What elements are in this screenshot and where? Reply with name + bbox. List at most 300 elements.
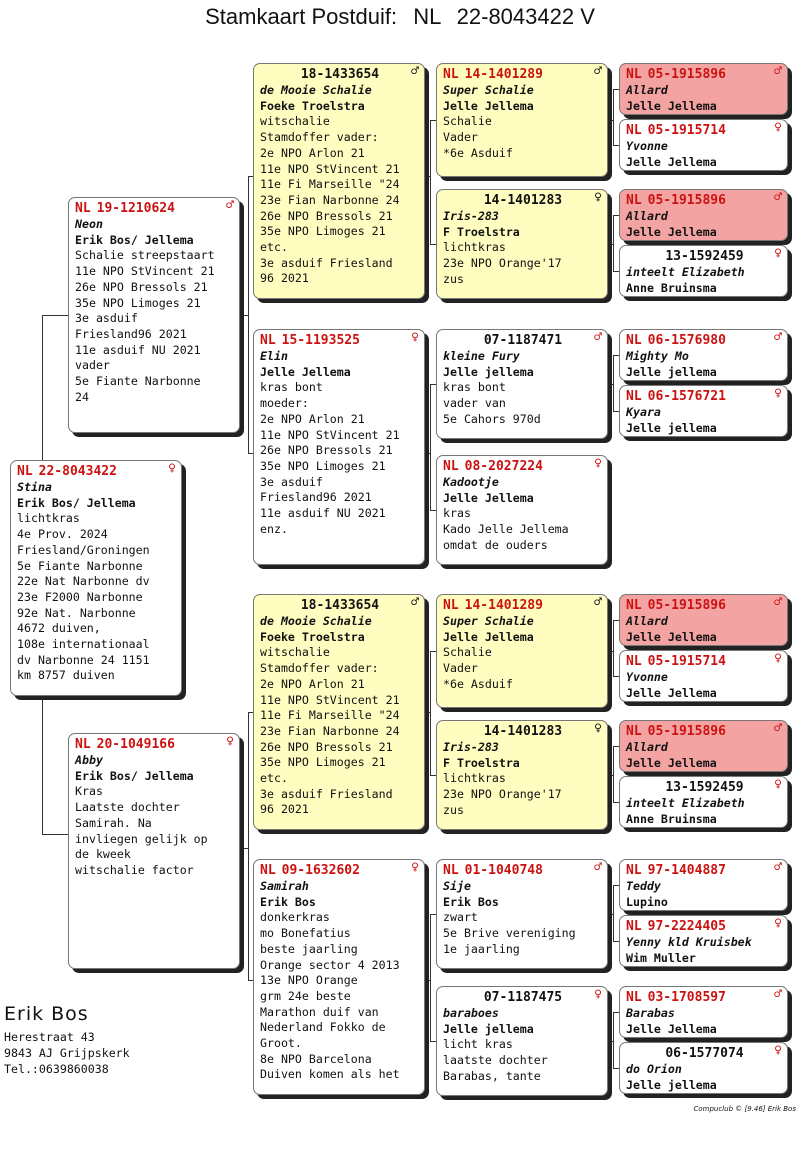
ring-header [626,246,783,265]
female-symbol-icon: ♀ [226,734,234,749]
pigeon-owner: Jelle Jellema [443,490,534,505]
female-symbol-icon: ♀ [411,860,419,875]
pigeon-note: 26e NPO Bressols 21 [260,208,393,223]
pigeon-note: 26e NPO Bressols 21 [260,739,393,754]
male-symbol-icon: ♂ [774,330,782,345]
pigeon-name: Barabas [626,1006,675,1020]
pigeon-name: Abby [75,753,103,767]
pigeon-card-father [68,197,240,433]
pigeon-name: Teddy [626,879,661,893]
pigeon-note: 35e NPO Limoges 21 [75,295,201,310]
ring-number: 97-2224405 [647,919,726,934]
pigeon-card-g4 [619,245,788,297]
pigeon-owner: Jelle Jellema [443,629,534,644]
ring-number: 06-1577074 [665,1046,744,1061]
pigeon-note: 108e internationaal [17,637,150,652]
pigeon-note: 23e F2000 Narbonne [17,589,143,604]
pigeon-note: 5e Fiante Narbonne [75,374,201,389]
country-code: NL [626,193,642,208]
pigeon-owner: Jelle jellema [443,1021,534,1036]
female-symbol-icon: ♀ [774,246,782,261]
female-symbol-icon: ♀ [411,330,419,345]
breeder-city: 9843 AJ Grijpskerk [4,1046,130,1060]
connector-line [613,215,614,271]
pigeon-note: 1e jaarling [443,941,520,956]
ring-header [443,595,603,614]
ring-number: 03-1708597 [647,990,726,1005]
ring-header [443,64,603,83]
pigeon-note: 11e Fi Marseille "24 [260,177,400,192]
pigeon-name: de Mooie Schalie [260,614,372,628]
pigeon-note: 11e NPO StVincent 21 [260,692,400,707]
ring-number: 09-1632602 [281,863,360,878]
country-code: NL [626,389,642,404]
pigeon-owner: Jelle jellema [443,364,534,379]
pigeon-name: Stina [17,480,52,494]
ring-header [260,64,420,83]
title-sex: V [580,4,595,29]
pigeon-note: lichtkras [443,771,506,786]
pigeon-owner: Jelle Jellema [626,1021,717,1036]
pigeon-note: 4672 duiven, [17,621,101,636]
ring-header [443,456,603,475]
pigeon-note: witschalie [260,114,330,129]
ring-number: 14-1401289 [464,598,543,613]
pigeon-name: de Mooie Schalie [260,83,372,97]
pigeon-card-g16 [619,1042,788,1094]
pigeon-card-fff [436,63,608,177]
ring-number: 08-2027224 [464,459,543,474]
connector-line [430,914,431,1041]
pigeon-owner: Jelle Jellema [626,685,717,700]
pigeon-name: Yenny kld Kruisbek [626,935,752,949]
title-country: NL [413,4,441,29]
pigeon-note: 23e Fian Narbonne 24 [260,723,400,738]
pigeon-card-mmf [436,859,608,969]
ring-header [443,190,603,209]
pigeon-note: omdat de ouders [443,537,548,552]
page-title [0,4,800,30]
ring-header [626,860,783,879]
female-symbol-icon: ♀ [774,777,782,792]
pigeon-name: Sije [443,879,471,893]
pigeon-note: 4e Prov. 2024 [17,527,108,542]
pigeon-note: 35e NPO Limoges 21 [260,224,386,239]
ring-header [626,777,783,796]
female-symbol-icon: ♀ [774,120,782,135]
pigeon-note: kras bont [443,380,506,395]
breeder-block [4,1003,130,1077]
connector-line [248,176,249,453]
connector-line [613,355,614,411]
ring-number: 97-1404887 [647,863,726,878]
pigeon-note: moeder: [260,396,309,411]
country-code: NL [443,598,459,613]
pigeon-card-mm [253,859,425,1095]
pigeon-card-ffm [436,189,608,299]
pigeon-note: 8e NPO Barcelona [260,1051,372,1066]
pigeon-note: 26e NPO Bressols 21 [260,443,393,458]
pigeon-note: Vader [443,661,478,676]
connector-line [240,848,248,849]
connector-line [42,696,43,834]
ring-header [626,120,783,139]
male-symbol-icon: ♂ [594,595,602,610]
pigeon-owner: Erik Bos [443,894,499,909]
pigeon-note: 26e NPO Bressols 21 [75,279,208,294]
pigeon-note: 92e Nat. Narbonne [17,605,136,620]
pigeon-card-g9 [619,594,788,646]
pigeon-owner: Foeke Troelstra [260,98,365,113]
pigeon-name: Elin [260,349,288,363]
ring-header [626,987,783,1006]
connector-line [613,89,614,145]
connector-line [430,384,431,510]
pigeon-note: km 8757 duiven [17,668,115,683]
ring-header [443,330,603,349]
country-code: NL [626,654,642,669]
pigeon-owner: Jelle Jellema [260,364,351,379]
pigeon-note: Schalie streepstaart [75,248,215,263]
pigeon-card-g2 [619,119,788,171]
connector-line [613,885,614,941]
pigeon-owner: Jelle jellema [626,420,717,435]
pigeon-note: laatste dochter [443,1053,548,1068]
pigeon-owner: Jelle Jellema [626,98,717,113]
pigeon-note: beste jaarling [260,941,358,956]
female-symbol-icon: ♀ [594,987,602,1002]
ring-number: 13-1592459 [665,249,744,264]
pigeon-note: Laatste dochter [75,800,180,815]
pigeon-owner: Jelle jellema [626,364,717,379]
pigeon-name: Super Schalie [443,83,534,97]
pigeon-note: 23e NPO Orange'17 [443,787,562,802]
ring-number: 14-1401283 [483,724,563,739]
ring-number: 13-1592459 [665,780,744,795]
pigeon-owner: Erik Bos/ Jellema [75,232,194,247]
ring-number: 15-1193525 [281,333,360,348]
pigeon-name: inteelt Elizabeth [626,796,745,810]
ring-header [626,1043,783,1062]
connector-line [240,315,248,316]
pigeon-owner: F Troelstra [443,224,520,239]
ring-header [443,721,603,740]
ring-header [626,721,783,740]
pigeon-note: 11e NPO StVincent 21 [75,264,215,279]
connector-line [42,834,68,835]
pigeon-note: Schalie [443,114,492,129]
pigeon-note: etc. [260,771,288,786]
ring-number: 07-1187471 [483,333,563,348]
country-code: NL [626,863,642,878]
pigeon-note: 11e NPO StVincent 21 [260,161,400,176]
pigeon-owner: Erik Bos/ Jellema [17,495,136,510]
pigeon-note: zwart [443,910,478,925]
country-code: NL [443,863,459,878]
pigeon-note: Nederland Fokko de [260,1020,386,1035]
country-code: NL [260,333,276,348]
country-code: NL [443,459,459,474]
pigeon-note: etc. [260,240,288,255]
country-code: NL [626,724,642,739]
pigeon-note: 11e Fi Marseille "24 [260,708,400,723]
pigeon-name: Allard [626,83,668,97]
pigeon-note: 13e NPO Orange [260,973,358,988]
pigeon-owner: Lupino [626,894,668,909]
female-symbol-icon: ♀ [774,916,782,931]
pigeon-note: witschalie factor [75,862,194,877]
pigeon-name: Iris-283 [443,209,499,223]
pigeon-note: 2e NPO Arlon 21 [260,145,365,160]
pigeon-card-g14 [619,915,788,967]
pigeon-card-fm [253,329,425,565]
pigeon-note: Kado Jelle Jellema [443,522,569,537]
ring-header [17,461,177,480]
pigeon-note: Friesland/Groningen [17,542,150,557]
ring-number: 05-1915896 [647,724,726,739]
connector-line [430,651,431,775]
pigeon-owner: Jelle Jellema [626,224,717,239]
pigeon-card-mmm [436,986,608,1096]
pigeon-note: 96 2021 [260,802,309,817]
pigeon-card-fmm [436,455,608,565]
pigeon-note: 35e NPO Limoges 21 [260,755,386,770]
country-code: NL [626,67,642,82]
male-symbol-icon: ♂ [226,198,234,213]
pigeon-card-g12 [619,776,788,828]
pigeon-card-mother [68,733,240,969]
pigeon-note: 3e asduif [260,474,323,489]
pigeon-note: Vader [443,130,478,145]
ring-header [75,198,235,217]
pigeon-note: vader [75,358,110,373]
pigeon-owner: Foeke Troelstra [260,629,365,644]
ring-header [626,651,783,670]
ring-header [443,860,603,879]
pigeon-card-mfm [436,720,608,830]
pigeon-note: 3e asduif [75,311,138,326]
pigeon-name: Allard [626,614,668,628]
pigeon-card-fmf [436,329,608,439]
pigeon-name: Super Schalie [443,614,534,628]
pigeon-note: *6e Asduif [443,145,513,160]
pigeon-name: Samirah [260,879,309,893]
ring-number: 05-1915896 [647,598,726,613]
pigeon-owner: Anne Bruinsma [626,811,717,826]
ring-header [626,330,783,349]
pigeon-card-g5 [619,329,788,381]
country-code: NL [626,333,642,348]
country-code: NL [443,67,459,82]
ring-number: 14-1401289 [464,67,543,82]
pigeon-name: Kadootje [443,475,499,489]
pigeon-note: lichtkras [17,511,80,526]
pigeon-card-g13 [619,859,788,911]
footer-credit: Compuclub © [9.46] Erik Bos [693,1105,796,1113]
female-symbol-icon: ♀ [168,461,176,476]
pigeon-note: kras [443,506,471,521]
pigeon-note: 96 2021 [260,271,309,286]
ring-number: 05-1915714 [647,123,726,138]
pigeon-owner: Jelle Jellema [626,755,717,770]
country-code: NL [75,737,91,752]
pigeon-note: 5e Cahors 970d [443,411,541,426]
pigeon-owner: Erik Bos/ Jellema [75,768,194,783]
pigeon-note: invliegen gelijk op [75,831,208,846]
pigeon-name: kleine Fury [443,349,520,363]
ring-number: 14-1401283 [483,193,563,208]
connector-line [248,712,249,980]
male-symbol-icon: ♂ [774,721,782,736]
ring-header [626,916,783,935]
pigeon-name: Iris-283 [443,740,499,754]
female-symbol-icon: ♀ [594,721,602,736]
pigeon-note: 2e NPO Arlon 21 [260,411,365,426]
ring-header [75,734,235,753]
pigeon-note: dv Narbonne 24 1151 [17,652,150,667]
pigeon-name: baraboes [443,1006,499,1020]
connector-line [430,120,431,244]
pigeon-note: lichtkras [443,240,506,255]
pigeon-name: Yvonne [626,139,668,153]
ring-header [626,64,783,83]
pigeon-owner: Wim Muller [626,950,696,965]
breeder-street: Herestraat 43 [4,1030,95,1044]
ring-number: 22-8043422 [38,464,117,479]
pigeon-note: 11e asduif NU 2021 [260,506,386,521]
pigeon-card-subject [10,460,182,696]
pigeon-note: Friesland96 2021 [260,490,372,505]
pigeon-note: *6e Asduif [443,676,513,691]
country-code: NL [626,123,642,138]
pigeon-owner: Jelle jellema [626,1077,717,1092]
pigeon-note: zus [443,271,464,286]
pigeon-note: 22e Nat Narbonne dv [17,574,150,589]
pigeon-name: Mighty Mo [626,349,689,363]
male-symbol-icon: ♂ [411,64,419,79]
pigeon-card-g6 [619,385,788,437]
ring-number: 18-1433654 [300,598,380,613]
country-code: NL [626,990,642,1005]
pigeon-note: 23e NPO Orange'17 [443,256,562,271]
male-symbol-icon: ♂ [774,987,782,1002]
pigeon-owner: Anne Bruinsma [626,280,717,295]
ring-number: 05-1915896 [647,67,726,82]
pigeon-note: Barabas, tante [443,1068,541,1083]
pigeon-note: 5e Fiante Narbonne [17,558,143,573]
female-symbol-icon: ♀ [774,386,782,401]
pigeon-name: Allard [626,209,668,223]
pigeon-note: 3e asduif Friesland [260,786,393,801]
connector-line [613,620,614,676]
male-symbol-icon: ♂ [774,64,782,79]
ring-number: 18-1433654 [300,67,380,82]
pigeon-note: vader van [443,396,506,411]
male-symbol-icon: ♂ [774,860,782,875]
pigeon-card-g15 [619,986,788,1038]
ring-header [260,330,420,349]
connector-line [42,315,68,316]
pigeon-name: Kyara [626,405,661,419]
pigeon-card-g10 [619,650,788,702]
title-ring: 22-8043422 [456,4,575,29]
pigeon-note: Orange sector 4 2013 [260,957,400,972]
country-code: NL [17,464,33,479]
ring-number: 01-1040748 [464,863,543,878]
male-symbol-icon: ♂ [774,190,782,205]
pigeon-name: inteelt Elizabeth [626,265,745,279]
pigeon-note: 3e asduif Friesland [260,255,393,270]
pigeon-note: 23e Fian Narbonne 24 [260,192,400,207]
breeder-phone: Tel.:0639860038 [4,1062,109,1076]
pigeon-name: do Orion [626,1062,682,1076]
pigeon-owner: Erik Bos [260,894,316,909]
ring-header [626,595,783,614]
pigeon-note: 35e NPO Limoges 21 [260,458,386,473]
pigeon-owner: Jelle Jellema [443,98,534,113]
male-symbol-icon: ♂ [774,595,782,610]
ring-number: 07-1187475 [483,990,563,1005]
ring-header [443,987,603,1006]
pigeon-note: Groot. [260,1036,302,1051]
pigeon-card-mff [436,594,608,708]
pigeon-card-ff [253,63,425,299]
pigeon-note: Duiven komen als het [260,1067,400,1082]
pigeon-name: Neon [75,217,103,231]
pigeon-note: 24 [75,389,89,404]
male-symbol-icon: ♂ [594,64,602,79]
pigeon-owner: Jelle Jellema [626,629,717,644]
pigeon-note: 5e Brive vereniging [443,926,576,941]
connector-line [613,1012,614,1068]
ring-number: 05-1915896 [647,193,726,208]
pigeon-owner: Jelle Jellema [626,154,717,169]
ring-number: 19-1210624 [96,201,175,216]
ring-number: 06-1576980 [647,333,726,348]
pigeon-note: donkerkras [260,910,330,925]
male-symbol-icon: ♂ [594,330,602,345]
pigeon-note: Kras [75,784,103,799]
pigeon-name: Yvonne [626,670,668,684]
pigeon-card-mf [253,594,425,830]
ring-number: 05-1915714 [647,654,726,669]
pigeon-note: Stamdoffer vader: [260,130,379,145]
male-symbol-icon: ♂ [411,595,419,610]
connector-line [613,746,614,802]
ring-header [260,595,420,614]
female-symbol-icon: ♀ [774,1043,782,1058]
pigeon-note: Stamdoffer vader: [260,661,379,676]
title-label: Stamkaart Postduif: [205,4,398,29]
female-symbol-icon: ♀ [774,651,782,666]
pigeon-note: 11e NPO StVincent 21 [260,427,400,442]
pigeon-card-g11 [619,720,788,772]
pigeon-note: mo Bonefatius [260,926,351,941]
ring-header [260,860,420,879]
pigeon-note: Schalie [443,645,492,660]
country-code: NL [626,919,642,934]
male-symbol-icon: ♂ [594,860,602,875]
ring-header [626,190,783,209]
ring-header [626,386,783,405]
breeder-name: Erik Bos [4,1003,89,1025]
country-code: NL [626,598,642,613]
pigeon-note: Samirah. Na [75,815,152,830]
ring-number: 06-1576721 [647,389,726,404]
pigeon-note: kras bont [260,380,323,395]
pigeon-note: enz. [260,521,288,536]
pigeon-note: Friesland96 2021 [75,326,187,341]
